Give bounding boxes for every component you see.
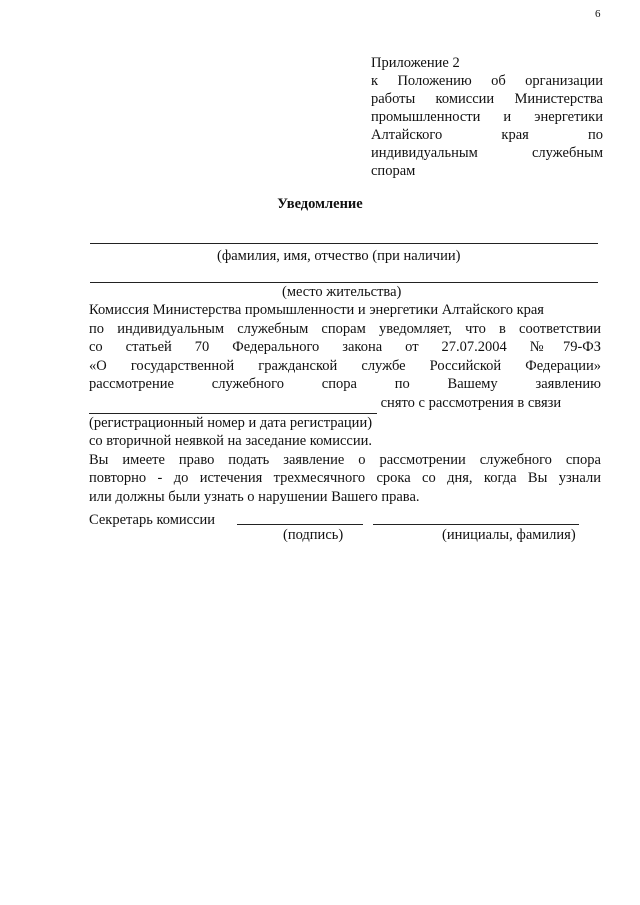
body-line: со вторичной неявкой на заседание комиссии. (89, 433, 373, 450)
removal-text: снято с рассмотрения в связи (377, 394, 562, 411)
document-title: Уведомление (277, 196, 363, 212)
appendix-line: Алтайского края по (371, 127, 603, 143)
appendix-line: индивидуальным служебным (371, 145, 603, 161)
fio-caption: (фамилия, имя, отчество (при наличии) (217, 248, 461, 264)
body-line: рассмотрение служебного спора по Вашему заявлению (89, 376, 601, 393)
appendix-line: промышленности и энергетики (371, 109, 603, 125)
appendix-line: Приложение 2 (371, 55, 460, 71)
body-line: по индивидуальным служебным спорам уведомляет, что в соответствии (89, 320, 601, 337)
body-line: Комиссия Министерства промышленности и энергетики Алтайского края (89, 302, 544, 318)
page-number: 6 (595, 8, 601, 20)
signature-caption: (подпись) (283, 527, 344, 543)
body-line: или должны были узнать о нарушении Вашего права. (89, 488, 420, 505)
residence-blank-line (90, 282, 598, 283)
body-line: Вы имеете право подать заявление о рассмотрении служебного спора (89, 451, 601, 468)
appendix-line: работы комиссии Министерства (371, 91, 603, 107)
body-line: со статьей 70 Федерального закона от 27.07.2004 №79-ФЗ (89, 339, 601, 356)
appendix-line: спорам (371, 163, 416, 179)
fio-blank-line (90, 243, 598, 244)
body-line: «О государственной гражданской службе Российской Федерации» (89, 357, 601, 374)
appendix-line: к Положению об организации (371, 73, 603, 89)
residence-caption: (место жительства) (282, 284, 402, 300)
body-line (89, 394, 601, 414)
secretary-label: Секретарь комиссии (89, 512, 216, 528)
body-line: повторно - до истечения трехмесячного срока со дня, когда Вы узнали (89, 470, 601, 487)
name-caption: (инициалы, фамилия) (442, 527, 576, 543)
appendix-block (371, 54, 603, 180)
body-line: (регистрационный номер и дата регистрации) (89, 414, 373, 431)
name-blank-line (373, 524, 579, 525)
registration-blank (89, 394, 377, 414)
signature-blank-line (237, 524, 363, 525)
notice-body (89, 301, 601, 507)
